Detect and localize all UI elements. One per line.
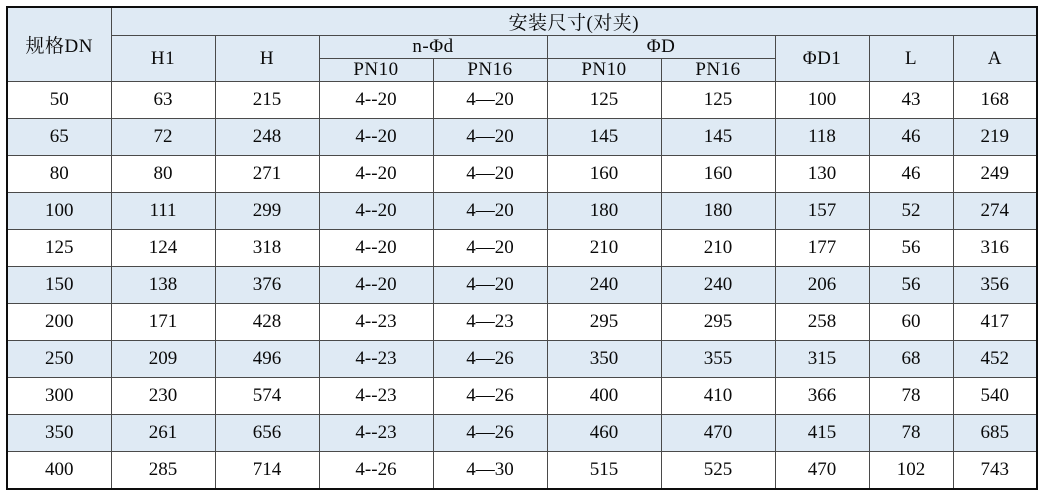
cell-dn: 125 [7, 229, 111, 266]
cell-d1: 258 [775, 303, 869, 340]
header-cell-nd-pn16: PN16 [433, 59, 547, 82]
cell-d-pn10: 125 [547, 82, 661, 119]
cell-dn: 350 [7, 414, 111, 451]
cell-d-pn10: 350 [547, 340, 661, 377]
cell-a: 685 [953, 414, 1037, 451]
cell-a: 452 [953, 340, 1037, 377]
cell-l: 102 [869, 451, 953, 489]
cell-d1: 206 [775, 266, 869, 303]
header-cell-l: L [869, 36, 953, 82]
header-cell-h1: H1 [111, 36, 215, 82]
cell-h1: 285 [111, 451, 215, 489]
cell-d-pn10: 515 [547, 451, 661, 489]
cell-nd-pn16: 4—26 [433, 340, 547, 377]
cell-nd-pn10: 4--23 [319, 377, 433, 414]
cell-nd-pn16: 4—26 [433, 414, 547, 451]
cell-h: 376 [215, 266, 319, 303]
cell-h: 714 [215, 451, 319, 489]
cell-l: 60 [869, 303, 953, 340]
header-cell-group-nphid: n-Φd [319, 36, 547, 59]
cell-l: 78 [869, 414, 953, 451]
cell-h1: 138 [111, 266, 215, 303]
cell-l: 46 [869, 118, 953, 155]
table-row [7, 377, 1037, 414]
table-row [7, 192, 1037, 229]
header-cell-d-pn10: PN10 [547, 59, 661, 82]
cell-h1: 261 [111, 414, 215, 451]
cell-h1: 80 [111, 155, 215, 192]
cell-l: 78 [869, 377, 953, 414]
header-cell-d-pn16: PN16 [661, 59, 775, 82]
cell-a: 219 [953, 118, 1037, 155]
cell-d-pn10: 180 [547, 192, 661, 229]
cell-d1: 470 [775, 451, 869, 489]
table-row [7, 414, 1037, 451]
cell-a: 417 [953, 303, 1037, 340]
cell-l: 43 [869, 82, 953, 119]
cell-h1: 171 [111, 303, 215, 340]
cell-dn: 300 [7, 377, 111, 414]
cell-d-pn16: 525 [661, 451, 775, 489]
header-row-1 [7, 7, 1037, 36]
cell-h1: 209 [111, 340, 215, 377]
cell-d-pn16: 125 [661, 82, 775, 119]
cell-nd-pn16: 4—20 [433, 192, 547, 229]
cell-h: 299 [215, 192, 319, 229]
cell-h1: 111 [111, 192, 215, 229]
installation-dimensions-table [6, 6, 1038, 490]
cell-nd-pn10: 4--20 [319, 266, 433, 303]
cell-dn: 50 [7, 82, 111, 119]
cell-d-pn16: 470 [661, 414, 775, 451]
cell-h1: 124 [111, 229, 215, 266]
cell-h1: 63 [111, 82, 215, 119]
cell-h1: 230 [111, 377, 215, 414]
cell-d1: 118 [775, 118, 869, 155]
table-row [7, 451, 1037, 489]
cell-d-pn16: 295 [661, 303, 775, 340]
cell-h: 318 [215, 229, 319, 266]
table-row [7, 118, 1037, 155]
cell-a: 249 [953, 155, 1037, 192]
table-body [7, 82, 1037, 490]
cell-l: 56 [869, 229, 953, 266]
header-cell-group-phid: ΦD [547, 36, 775, 59]
cell-d1: 177 [775, 229, 869, 266]
cell-d-pn10: 240 [547, 266, 661, 303]
cell-d-pn16: 145 [661, 118, 775, 155]
cell-d1: 366 [775, 377, 869, 414]
cell-d-pn10: 295 [547, 303, 661, 340]
cell-d-pn16: 180 [661, 192, 775, 229]
cell-d1: 130 [775, 155, 869, 192]
cell-nd-pn16: 4—20 [433, 229, 547, 266]
cell-nd-pn10: 4--20 [319, 229, 433, 266]
cell-a: 540 [953, 377, 1037, 414]
cell-d-pn10: 460 [547, 414, 661, 451]
cell-nd-pn16: 4—20 [433, 155, 547, 192]
cell-nd-pn10: 4--20 [319, 82, 433, 119]
cell-nd-pn16: 4—20 [433, 266, 547, 303]
table-row [7, 155, 1037, 192]
cell-nd-pn10: 4--23 [319, 414, 433, 451]
cell-h1: 72 [111, 118, 215, 155]
table-row [7, 340, 1037, 377]
cell-a: 168 [953, 82, 1037, 119]
table-header [7, 7, 1037, 82]
header-cell-group-title: 安装尺寸(对夹) [111, 7, 1037, 36]
cell-l: 68 [869, 340, 953, 377]
cell-nd-pn16: 4—26 [433, 377, 547, 414]
cell-nd-pn10: 4--20 [319, 118, 433, 155]
cell-d-pn10: 400 [547, 377, 661, 414]
cell-a: 743 [953, 451, 1037, 489]
cell-d-pn10: 210 [547, 229, 661, 266]
cell-nd-pn10: 4--23 [319, 340, 433, 377]
cell-d-pn16: 160 [661, 155, 775, 192]
cell-h: 215 [215, 82, 319, 119]
cell-a: 274 [953, 192, 1037, 229]
cell-dn: 400 [7, 451, 111, 489]
cell-h: 248 [215, 118, 319, 155]
cell-l: 52 [869, 192, 953, 229]
cell-d1: 157 [775, 192, 869, 229]
table-row [7, 266, 1037, 303]
cell-nd-pn10: 4--20 [319, 155, 433, 192]
cell-l: 46 [869, 155, 953, 192]
cell-nd-pn10: 4--26 [319, 451, 433, 489]
header-row-2 [7, 36, 1037, 59]
cell-d-pn10: 145 [547, 118, 661, 155]
cell-nd-pn10: 4--23 [319, 303, 433, 340]
cell-h: 271 [215, 155, 319, 192]
cell-d-pn16: 210 [661, 229, 775, 266]
header-cell-h: H [215, 36, 319, 82]
cell-h: 496 [215, 340, 319, 377]
header-cell-nd-pn10: PN10 [319, 59, 433, 82]
cell-d-pn16: 240 [661, 266, 775, 303]
cell-nd-pn16: 4—30 [433, 451, 547, 489]
cell-a: 356 [953, 266, 1037, 303]
cell-h: 574 [215, 377, 319, 414]
cell-dn: 250 [7, 340, 111, 377]
header-cell-a: A [953, 36, 1037, 82]
header-cell-dn: 规格DN [7, 7, 111, 82]
cell-dn: 200 [7, 303, 111, 340]
cell-d1: 315 [775, 340, 869, 377]
header-cell-phid1: ΦD1 [775, 36, 869, 82]
cell-dn: 150 [7, 266, 111, 303]
cell-nd-pn10: 4--20 [319, 192, 433, 229]
cell-d1: 415 [775, 414, 869, 451]
cell-h: 428 [215, 303, 319, 340]
table-row [7, 82, 1037, 119]
cell-l: 56 [869, 266, 953, 303]
cell-dn: 80 [7, 155, 111, 192]
cell-nd-pn16: 4—20 [433, 118, 547, 155]
cell-dn: 100 [7, 192, 111, 229]
table-row [7, 303, 1037, 340]
cell-d-pn16: 410 [661, 377, 775, 414]
cell-d-pn10: 160 [547, 155, 661, 192]
cell-a: 316 [953, 229, 1037, 266]
cell-d-pn16: 355 [661, 340, 775, 377]
cell-nd-pn16: 4—23 [433, 303, 547, 340]
cell-nd-pn16: 4—20 [433, 82, 547, 119]
cell-d1: 100 [775, 82, 869, 119]
table-row [7, 229, 1037, 266]
cell-h: 656 [215, 414, 319, 451]
cell-dn: 65 [7, 118, 111, 155]
